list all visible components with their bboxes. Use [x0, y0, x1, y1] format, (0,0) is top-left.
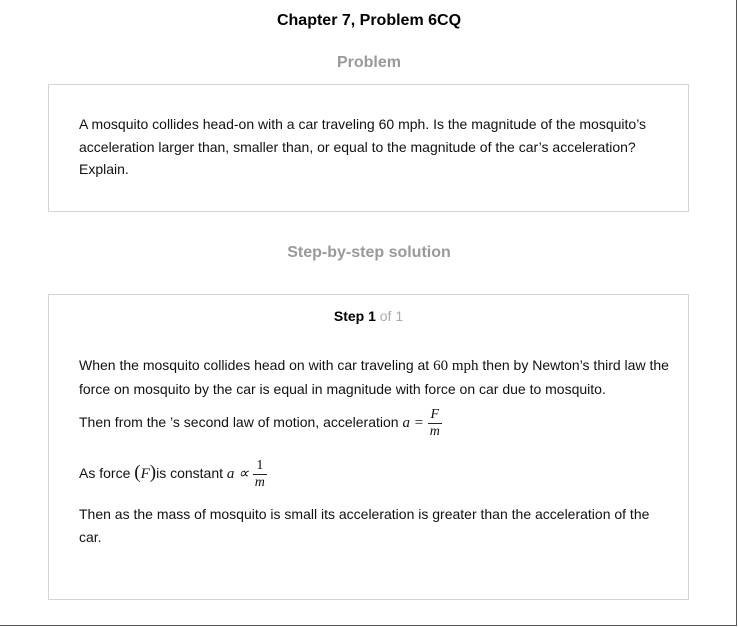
paren-open: (	[134, 462, 141, 484]
step-indicator	[49, 308, 688, 324]
solution-paragraph-3	[79, 458, 669, 491]
p2-text: Then from the ’s second law of motion, acceleration	[79, 414, 403, 431]
paren-close: )	[149, 462, 157, 484]
page-title: Chapter 7, Problem 6CQ	[276, 12, 462, 29]
fraction-denominator: m	[429, 424, 440, 439]
proportional-lhs: a ∝	[226, 466, 249, 483]
fraction-numerator: 1	[253, 458, 267, 475]
fraction-denominator: m	[254, 475, 265, 490]
p1-text-after: then by Newton’s third law the force on mosquito by the car is equal in magnitude with force on car due to mosquito.	[79, 357, 669, 397]
step-count: of 1	[379, 308, 404, 324]
step-label: Step 1	[333, 308, 376, 324]
one-over-mass-fraction	[253, 458, 267, 491]
solution-box	[48, 294, 689, 600]
solution-heading: Step-by-step solution	[287, 244, 451, 261]
problem-heading: Problem	[336, 54, 401, 71]
p3-text-after: is constant	[156, 465, 227, 482]
fraction-numerator: F	[428, 407, 442, 424]
problem-text: A mosquito collides head-on with a car traveling 60 mph. Is the magnitude of the mosquito’s acceleration larger than, smaller than, or equal to the magnitude of the car’s acceleration? Explain.	[79, 116, 647, 177]
solution-paragraph-1	[79, 354, 669, 400]
p1-text-before: When the mosquito collides head on with car traveling at	[79, 357, 434, 373]
force-symbol: F	[140, 466, 150, 483]
solution-paragraph-2	[79, 407, 669, 440]
speed-expression: 60 mph	[433, 358, 479, 374]
acceleration-lhs: a =	[402, 415, 424, 432]
force-over-mass-fraction	[428, 407, 442, 440]
solution-paragraph-4: Then as the mass of mosquito is small its acceleration is greater than the acceleration of the car.	[79, 506, 650, 545]
problem-box	[48, 84, 689, 212]
p3-text-before: As force	[79, 465, 135, 482]
